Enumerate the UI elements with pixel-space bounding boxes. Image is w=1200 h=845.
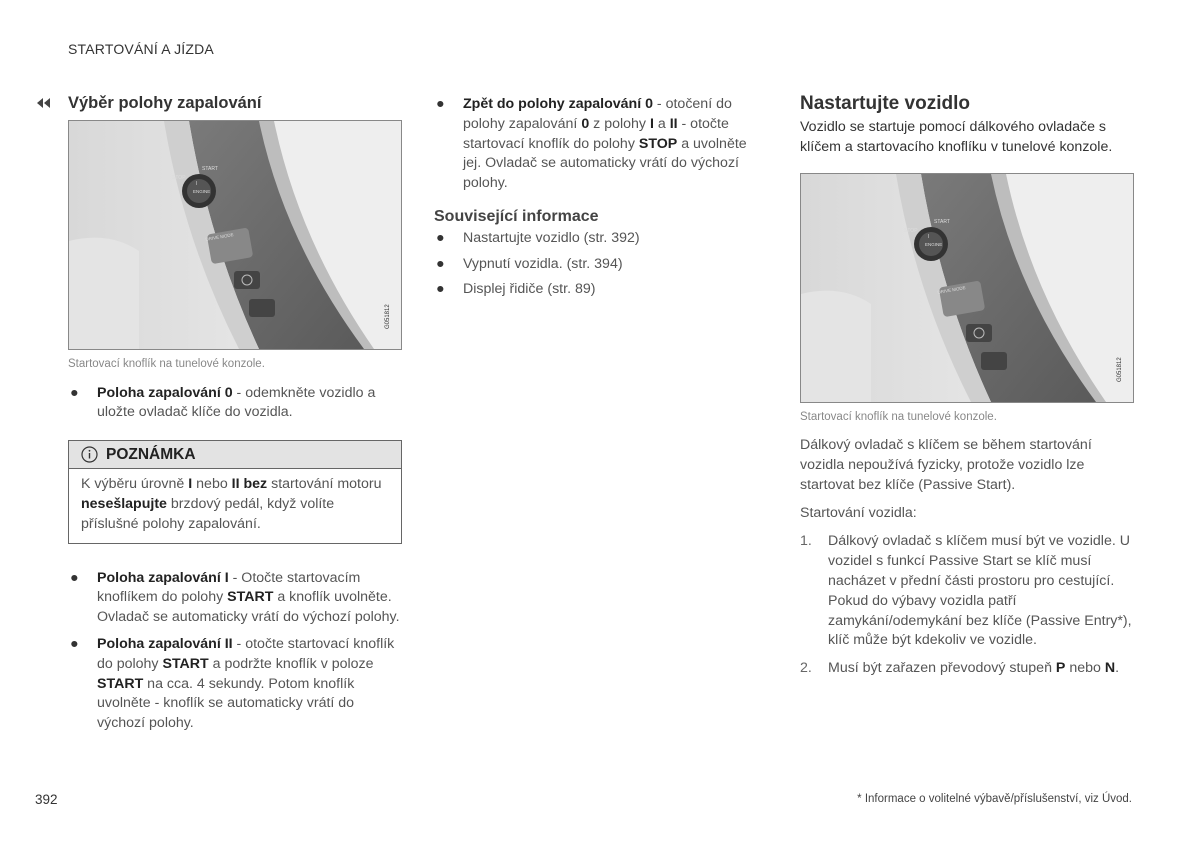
engine-label: ENGINE [925,242,943,248]
bullet-text: - Otočte startovacím knoflíkem do polohy [97,569,361,606]
note-body [69,469,401,542]
related-info-heading: Související informace [434,207,599,225]
section-heading-ignition: Výběr polohy zapalování [68,94,262,112]
bullet-ignition-1 [68,569,402,628]
middle-column [434,95,768,300]
step-text: . [1115,660,1120,677]
related-link-text[interactable]: Vypnutí vozidla. (str. 394) [463,255,623,272]
chapter-header: STARTOVÁNÍ A JÍZDA [68,41,214,57]
bullet-text: a [653,115,670,132]
engine-label: ENGINE [193,188,211,194]
footnote: * Informace o volitelné výbavě/příslušenství, viz Úvod. [857,793,1132,805]
note-text: startování motoru [267,476,382,493]
bullet-bold: I [649,115,654,132]
drive-mode-label: DRIVE MODE [205,231,235,242]
bullet-label: Poloha zapalování 0 [97,384,233,401]
start-knob-figure [800,173,1134,403]
start-label: START [934,219,950,226]
step-item [800,659,1134,679]
console-illustration [801,174,1133,402]
info-icon [81,446,98,463]
related-link-text[interactable]: Displej řidiče (str. 89) [463,281,596,298]
bullet-dot: ● [70,635,79,652]
ignition-knob-figure [68,120,402,350]
bullet-bold: II [669,115,678,132]
note-text: brzdový pedál, když volíte příslušné polohy zapalování. [81,495,335,532]
step-text: Dálkový ovladač s klíčem musí být ve vozidle. U vozidel s funkcí Passive Start se klíč musí nacházet v přední části prostoru pro cestující. Pokud do výbavy vozidla patří zamykání/odemykání bez klíče (Passive Entry*), klíč může být kdekoliv ve vozidle. [828,533,1132,649]
start-label: START [202,165,218,172]
bullet-text: a knoflík uvolněte. Ovladač se automaticky vrátí do výchozí polohy. [97,589,400,626]
note-text: nebo [192,476,232,493]
bullet-label: Poloha zapalování I [97,569,229,586]
left-column [68,94,402,734]
note-title: POZNÁMKA [106,445,196,463]
page-number: 392 [35,792,58,807]
related-link[interactable] [434,229,768,249]
paragraph: Startování vozidla: [800,504,917,521]
bullet-bold: START [162,655,209,672]
double-chevron-left-icon[interactable] [35,97,53,109]
step-number: 1. [800,533,812,550]
figure-code: G051812 [385,304,391,329]
bullet-text: a uvolněte jej. Ovladač se automaticky vrátí do výchozí polohy. [463,135,747,192]
section-heading-start: Nastartujte vozidlo [800,93,970,114]
intro-text: Vozidlo se startuje pomocí dálkového ovladače s klíčem a startovacího knoflíku v tunelové konzole. [800,118,1113,155]
bullet-bold: 0 [581,115,590,132]
step-item [800,532,1134,651]
bullet-bold: START [227,589,274,606]
bullet-text: - otočte startovací knoflík do polohy [463,115,729,152]
step-bold: P [1055,660,1066,677]
note-box [68,440,402,543]
bullet-text: na cca. 4 sekundy. Potom knoflík uvolněte - knoflík se automaticky vrátí do výchozí polohy. [97,675,355,732]
bullet-bold: START [97,675,144,692]
step-text: Musí být zařazen převodový stupeň [828,660,1056,677]
note-bold: nesešlapujte [81,495,167,512]
bullet-text: a podržte knoflík v poloze [208,655,374,672]
bullet-text: - otočení do polohy zapalování [463,96,732,132]
roman-one-label: I [196,180,198,187]
figure-code: G051812 [1117,357,1123,383]
step-text: nebo [1065,660,1105,677]
console-illustration [69,121,401,349]
step-bold: N [1104,660,1116,677]
bullet-label: Poloha zapalování II [97,635,233,652]
note-bold: II bez [231,476,268,493]
bullet-text: z polohy [589,115,650,132]
bullet-return-0 [434,95,768,194]
bullet-label: Zpět do polohy zapalování 0 [463,96,653,112]
bullet-dot: ● [70,384,79,401]
bullet-ignition-2 [68,635,402,734]
bullet-text: - otočte startovací knoflík do polohy [97,635,395,672]
note-header [69,441,401,469]
stop-label: STOP [172,174,186,181]
bullet-dot: ● [436,229,445,246]
bullet-dot: ● [436,281,445,298]
figure-caption: Startovací knoflík na tunelové konzole. [800,411,997,424]
related-link-text[interactable]: Nastartujte vozidlo (str. 392) [463,229,640,246]
figure-caption: Startovací knoflík na tunelové konzole. [68,357,265,370]
right-column [800,94,1134,679]
step-number: 2. [800,660,812,677]
bullet-dot: ● [436,255,445,272]
bullet-text: - odemkněte vozidlo a uložte ovladač klíče do vozidla. [97,384,376,421]
paragraph: Dálkový ovladač s klíčem se během startování vozidla nepoužívá fyzicky, protože vozidlo lze startovat bez klíče (Passive Start). [800,437,1092,493]
bullet-dot: ● [436,96,445,112]
roman-one-label: I [928,234,930,241]
stop-label: STOP [904,228,918,235]
note-text: K výběru úrovně [81,476,189,493]
related-link[interactable] [434,255,768,275]
bullet-dot: ● [70,569,79,586]
drive-mode-label: DRIVE MODE [937,285,967,296]
bullet-ignition-0 [68,384,402,424]
note-bold: I [188,476,193,493]
bullet-bold: STOP [638,135,678,152]
related-link[interactable] [434,280,768,300]
